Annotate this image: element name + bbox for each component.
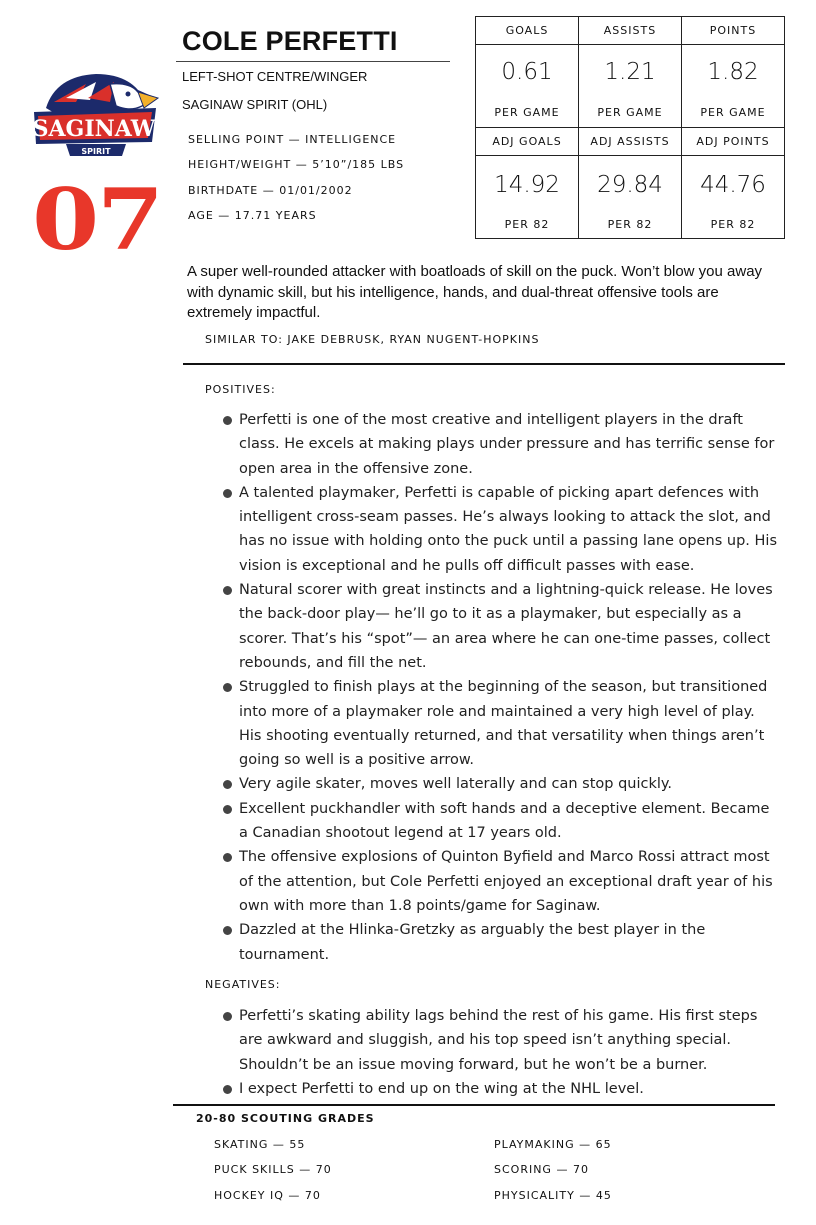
bullet-icon <box>223 805 232 814</box>
stat-cell-adj-assists <box>579 156 682 239</box>
stat-cell-points-per-game <box>682 45 785 128</box>
negatives-list <box>221 1004 781 1101</box>
section-divider <box>183 363 785 365</box>
list-item <box>221 845 781 918</box>
list-item <box>221 481 781 578</box>
player-position: LEFT-SHOT CENTRE/WINGER <box>182 69 368 84</box>
list-item <box>221 408 781 481</box>
list-item <box>221 797 781 846</box>
stat-header-goals: GOALS <box>476 17 579 45</box>
stat-header-adj-assists: ADJ ASSISTS <box>579 128 682 156</box>
negatives-heading: NEGATIVES: <box>205 978 281 991</box>
name-divider <box>176 61 450 62</box>
stat-value: 1.21 <box>604 59 656 85</box>
stat-unit: PER 82 <box>504 218 550 231</box>
stat-value: 0.61 <box>501 59 553 85</box>
stat-cell-assists-per-game <box>579 45 682 128</box>
stat-unit: PER 82 <box>710 218 756 231</box>
jersey-number: 07 <box>32 170 162 269</box>
positive-text: Perfetti is one of the most creative and intelligent players in the draft class. He excels at making plays under pressure and has terrific sense for open area in the offensive zone. <box>239 412 775 477</box>
bullet-icon <box>223 683 232 692</box>
summary-text: A super well-rounded attacker with boatloads of skill on the puck. Won’t blow you away with dynamic skill, but his intelligence, hands, and dual-threat offensive tools are extremely impactful. <box>187 263 763 321</box>
positive-text: The offensive explosions of Quinton Byfield and Marco Rossi attract most of the attention, but Cole Perfetti enjoyed an exceptional draft year of his own with more than 1.8 points/game for Saginaw. <box>239 849 773 914</box>
similar-players: SIMILAR TO: JAKE DEBRUSK, RYAN NUGENT-HOPKINS <box>205 333 540 346</box>
stat-unit: PER GAME <box>494 106 560 119</box>
positives-list <box>221 408 781 967</box>
team-logo <box>26 68 164 158</box>
negative-text: I expect Perfetti to end up on the wing at the NHL level. <box>239 1080 644 1097</box>
logo-subtext: SPIRIT <box>81 147 111 156</box>
positive-text: Natural scorer with great instincts and a lightning-quick release. He loves the back-door play— he’ll go to it as a playmaker, but especially as a scorer. That’s his “spot”— an area where he can one-time passes, collect rebounds, and fill the net. <box>239 582 773 671</box>
positive-text: Excellent puckhandler with soft hands and a deceptive element. Became a Canadian shootout legend at 17 years old. <box>239 800 770 842</box>
positive-text: Very agile skater, moves well laterally and can stop quickly. <box>239 776 673 793</box>
grade-playmaking: PLAYMAKING — 65 <box>494 1138 612 1151</box>
stat-value: 29.84 <box>597 172 663 198</box>
positives-heading: POSITIVES: <box>205 383 276 396</box>
stat-cell-adj-goals <box>476 156 579 239</box>
bullet-icon <box>223 416 232 425</box>
birthdate: BIRTHDATE — 01/01/2002 <box>188 184 353 197</box>
age: AGE — 17.71 YEARS <box>188 209 317 222</box>
stats-table <box>475 16 785 239</box>
stat-value: 44.76 <box>700 172 766 198</box>
logo-text: SAGINAW <box>32 116 156 142</box>
list-item <box>221 1077 781 1101</box>
grade-scoring: SCORING — 70 <box>494 1163 589 1176</box>
grades-divider <box>173 1104 775 1106</box>
stat-header-adj-points: ADJ POINTS <box>682 128 785 156</box>
stat-value: 1.82 <box>707 59 759 85</box>
list-item <box>221 1004 781 1077</box>
stat-cell-goals-per-game <box>476 45 579 128</box>
bullet-icon <box>223 926 232 935</box>
bullet-icon <box>223 586 232 595</box>
list-item <box>221 675 781 772</box>
stat-unit: PER GAME <box>700 106 766 119</box>
bullet-icon <box>223 1085 232 1094</box>
positive-text: Struggled to finish plays at the beginning of the season, but transitioned into more of a playmaker role and maintained a very high level of play. His shooting eventually returned, and that versatility when things aren’t going so well is a positive arrow. <box>239 679 768 769</box>
selling-point: SELLING POINT — INTELLIGENCE <box>188 133 397 146</box>
positive-text: Dazzled at the Hlinka-Gretzky as arguably the best player in the tournament. <box>239 922 706 963</box>
stat-unit: PER GAME <box>597 106 663 119</box>
grade-physicality: PHYSICALITY — 45 <box>494 1189 612 1202</box>
stat-value: 14.92 <box>494 172 560 198</box>
negative-text: Perfetti’s skating ability lags behind the rest of his game. His first steps are awkward and sluggish, and his top speed isn’t anything special. Shouldn’t be an issue moving forward, but he won’t be a burner. <box>239 1008 758 1073</box>
grade-puck-skills: PUCK SKILLS — 70 <box>214 1163 332 1176</box>
player-name: COLE PERFETTI <box>182 26 398 56</box>
player-team: SAGINAW SPIRIT (OHL) <box>182 97 328 112</box>
grade-skating: SKATING — 55 <box>214 1138 306 1151</box>
stat-cell-adj-points <box>682 156 785 239</box>
list-item <box>221 772 781 796</box>
stat-header-adj-goals: ADJ GOALS <box>476 128 579 156</box>
bullet-icon <box>223 853 232 862</box>
stat-header-points: POINTS <box>682 17 785 45</box>
grade-hockey-iq: HOCKEY IQ — 70 <box>214 1189 321 1202</box>
list-item <box>221 918 781 967</box>
list-item <box>221 578 781 675</box>
grades-heading: 20-80 SCOUTING GRADES <box>196 1112 375 1125</box>
stat-unit: PER 82 <box>607 218 653 231</box>
positive-text: A talented playmaker, Perfetti is capable of picking apart defences with intelligent cross-seam passes. He’s always looking to attack the slot, and has no issue with holding onto the puck until a passing lane opens up. His vision is exceptional and he pulls off difficult passes with ease. <box>239 484 778 574</box>
stat-header-assists: ASSISTS <box>579 17 682 45</box>
bullet-icon <box>223 489 232 498</box>
height-weight: HEIGHT/WEIGHT — 5’10”/185 LBS <box>188 158 405 171</box>
bullet-icon <box>223 780 232 789</box>
bullet-icon <box>223 1012 232 1021</box>
